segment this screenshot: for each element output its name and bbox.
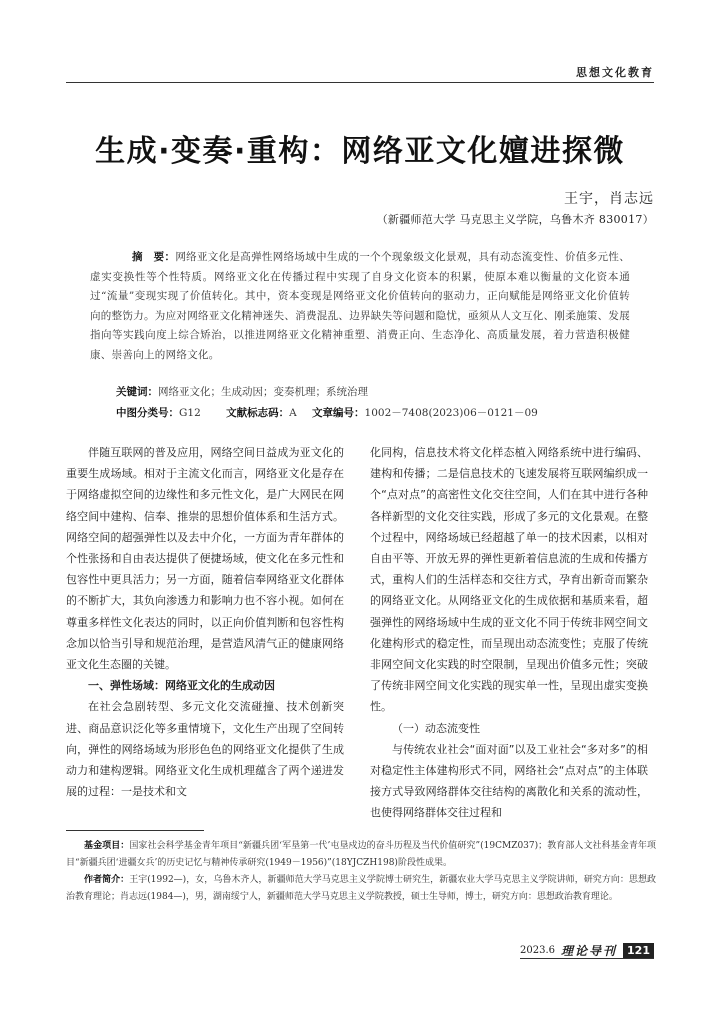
doc-value: A <box>289 407 297 419</box>
footnote-rule <box>66 830 204 831</box>
keywords-label: 关键词： <box>116 386 158 398</box>
keywords <box>116 384 636 399</box>
article-id-value: 1002－7408(2023)06－0121－09 <box>364 407 538 419</box>
page-number: 121 <box>623 943 654 958</box>
footnotes <box>66 838 656 906</box>
author-bio-text: 王宇(1992—)，女，乌鲁木齐人，新疆师范大学马克思主义学院博士研究生，新疆农业大学马克思主义学院讲师，研究方向：思想政治教育理论；肖志远(1984—)，男，湖南绥宁人，新疆师范大学马克思主义学院教授，硕士生导师，博士，研究方向：思想政治教育理论。 <box>66 875 656 902</box>
section-heading: 一、弹性场域：网络亚文化的生成动因 <box>88 679 275 693</box>
abstract-label: 摘 要： <box>132 251 176 263</box>
fund-text: 国家社会科学基金青年项目“新疆兵团‘军垦第一代’屯垦戍边的奋斗历程及当代价值研究”(19CMZ037)；教育部人文社科基金青年项目“新疆兵团‘进疆女兵’的历史记忆与精神传承研究(1949－1956)”(18YJCZH198)阶段性成果。 <box>66 841 656 868</box>
paragraph: 化同构，信息技术将文化样态植入网络系统中进行编码、建构和传播；二是信息技术的飞速发展将互联网编织成一个“点对点”的高密性文化交往空间，人们在其中进行各种各样新型的文化交往实践，形成了多元的文化景观。在整个过程中，网络场域已经超越了单一的技术因素，以相对自由平等、开放无界的弹性更新着信息流的生成和传播方式，重构人们的生活样态和交往方式，孕育出新奇而繁杂的网络亚文化。从网络亚文化的生成依据和基质来看，超强弹性的网络场域中生成的亚文化不同于传统非网空间文化建构形式的稳定性，而呈现出动态流变性；克服了传统非网空间文化实践的时空限制，呈现出价值多元性；突破了传统非网空间文化实践的现实单一性，呈现出虚实变换性。 <box>370 446 648 714</box>
page-footer <box>520 942 654 959</box>
header-rule <box>66 82 654 83</box>
author-bio-label: 作者简介： <box>84 875 130 885</box>
body-column-right <box>370 442 648 824</box>
author-note <box>66 872 656 905</box>
body-column-left <box>66 442 344 802</box>
paragraph: 伴随互联网的普及应用，网络空间日益成为亚文化的重要生成场域。相对于主流文化而言，网络亚文化是存在于网络虚拟空间的边缘性和多元性文化，是广大网民在网络空间中建构、信奉、推崇的思想价值体系和生活方式。网络空间的超强弹性以及去中介化，一方面为青年群体的个性张扬和自由表达提供了便捷场域，使文化在多元性和包容性中更具活力；另一方面，随着信奉网络亚文化群体的不断扩大，其负向渗透力和影响力也不容小视。如何在尊重多样性文化表达的同时，以正向价值判断和包容性构念加以恰当引导和规范治理，是营造风清气正的健康网络亚文化生态圈的关键。 <box>66 446 344 672</box>
doc-label: 文献标志码： <box>226 407 290 419</box>
page-title: 生成·变奏·重构：网络亚文化嬗进探微 <box>95 134 625 169</box>
classification <box>116 405 636 420</box>
fund-note <box>66 838 656 871</box>
keywords-text: 网络亚文化；生成动因；变奏机理；系统治理 <box>158 386 368 398</box>
article-id-label: 文章编号： <box>312 407 365 419</box>
abstract <box>90 248 630 365</box>
authors: 王宇，肖志远 <box>564 191 654 207</box>
clc-value: G12 <box>179 407 201 419</box>
journal-name: 理论导刊 <box>561 944 618 958</box>
issue-date: 2023.6 <box>520 945 556 956</box>
fund-label: 基金项目： <box>84 841 130 851</box>
subsection-heading: （一）动态流变性 <box>392 721 480 735</box>
paragraph: 在社会急剧转型、多元文化交流碰撞、技术创新突进、商品意识泛化等多重情境下，文化生产出现了空间转向，弹性的网络场域为形形色色的网络亚文化提供了生成动力和建构逻辑。网络亚文化生成机理蕴含了两个递进发展的过程：一是技术和文 <box>66 700 344 799</box>
paragraph: 与传统农业社会“面对面”以及工业社会“多对多”的相对稳定性主体建构形式不同，网络社会“点对点”的主体联接方式导致网络群体交往结构的离散化和关系的流动性，也使得网络群体交往过程和 <box>370 742 648 820</box>
affiliation: （新疆师范大学 马克思主义学院，乌鲁木齐 830017） <box>376 213 654 226</box>
clc-label: 中图分类号： <box>116 407 179 419</box>
section-tag: 思想文化教育 <box>576 66 654 79</box>
abstract-text: 网络亚文化是高弹性网络场域中生成的一个个现象级文化景观，具有动态流变性、价值多元性、虚实变换性等个性特质。网络亚文化在传播过程中实现了自身文化资本的积累，使原本难以衡量的文化资本通过“流量”变现实现了价值转化。其中，资本变现是网络亚文化价值转向的驱动力，正向赋能是网络亚文化价值转向的整饬力。为应对网络亚文化精神迷失、消费混乱、边界缺失等问题和隐忧，亟须从人文互化、刚柔施策、发展指向等实践向度上综合矫治，以推进网络亚文化精神重塑、消费正向、生态净化、高质量发展，着力营造积极健康、崇善向上的网络文化。 <box>90 251 630 361</box>
footer-rule <box>520 958 654 959</box>
